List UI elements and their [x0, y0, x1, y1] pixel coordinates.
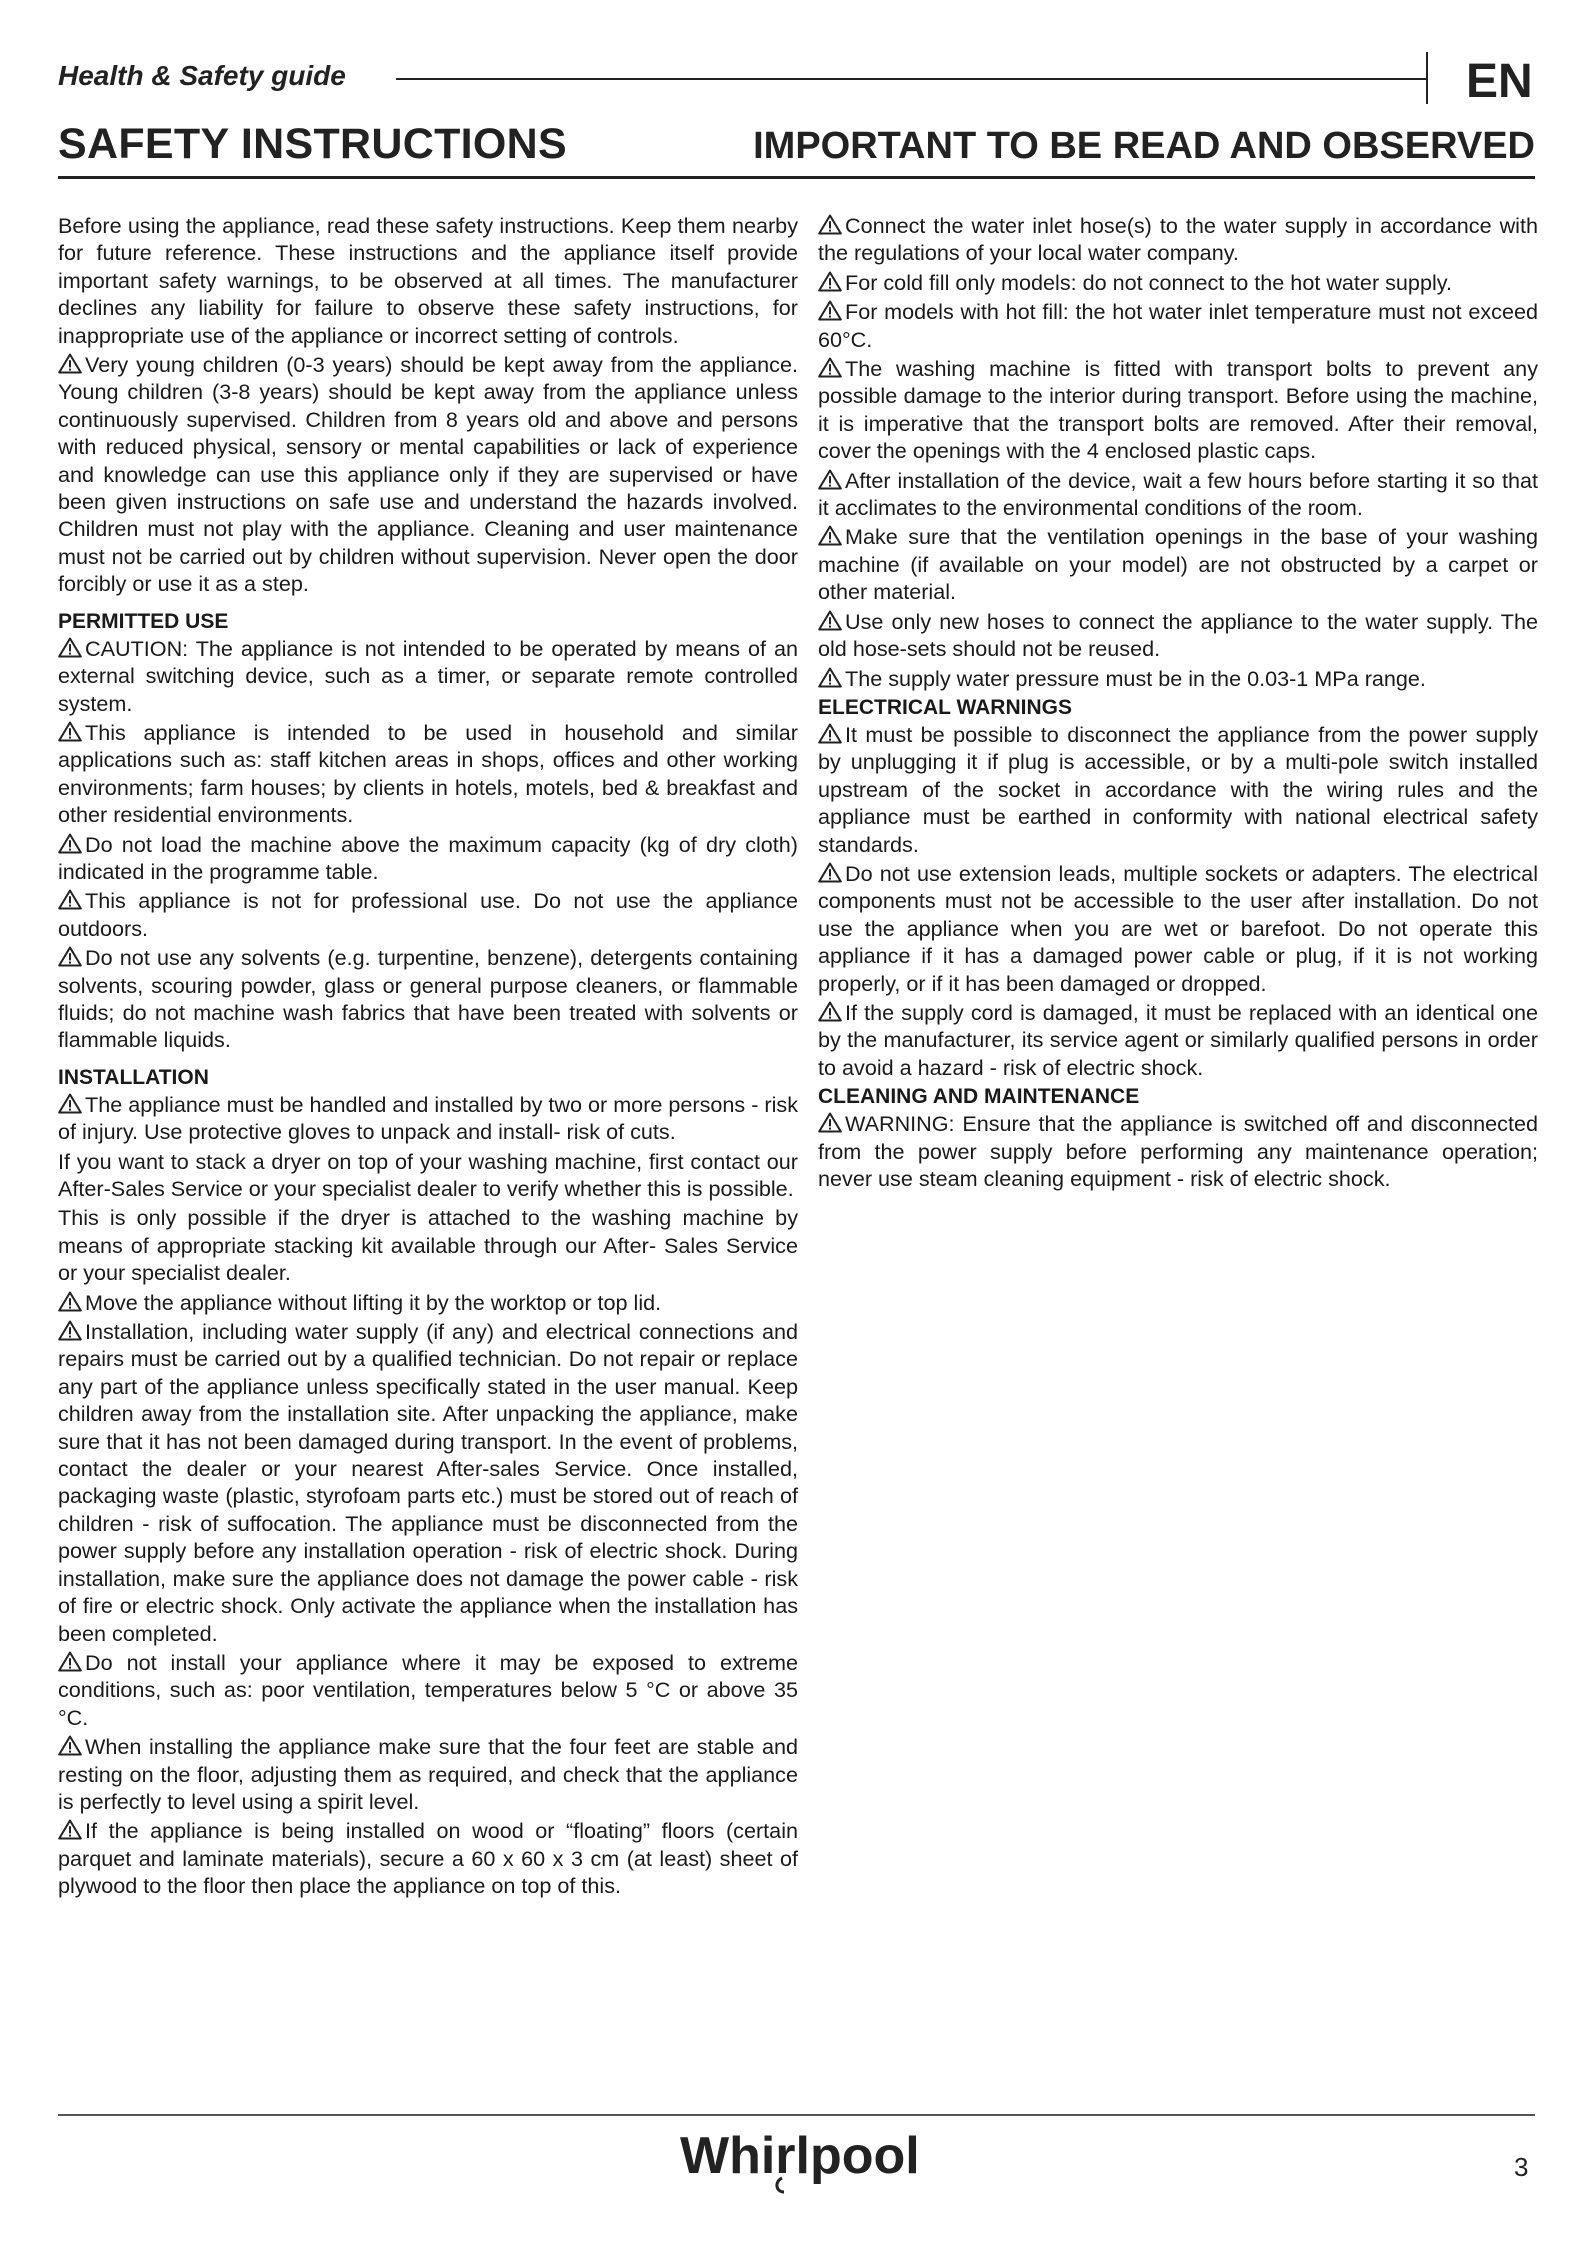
footer-divider: [58, 2114, 1535, 2116]
warning-text: This appliance is not for professional use. Do not use the appliance outdoors.: [58, 888, 798, 941]
warning-triangle-icon: [58, 1093, 82, 1114]
warning-text: This appliance is intended to be used in household and similar applications such as: staff kitchen areas in shops, offices and other working environments; farm houses; by clients in hotels, motels, bed & breakfast and other residential environments.: [58, 719, 798, 828]
language-code: EN: [1466, 55, 1533, 108]
electrical-item: [818, 860, 1538, 997]
page-title: SAFETY INSTRUCTIONS: [58, 120, 567, 168]
installation-item: [818, 269, 1538, 296]
warning-text: Do not install your appliance where it may be exposed to extreme conditions, such as: poor ventilation, temperatures below 5 °C or above 35 °C.: [58, 1649, 798, 1730]
warning-triangle-icon: [818, 610, 842, 631]
warning-triangle-icon: [818, 357, 842, 378]
installation-item: [58, 1733, 798, 1815]
warning-triangle-icon: [58, 1291, 82, 1312]
header-divider: [396, 78, 1426, 80]
children-warning: [58, 351, 798, 598]
installation-item: [818, 467, 1538, 522]
warning-triangle-icon: [58, 946, 82, 967]
warning-triangle-icon: [818, 300, 842, 321]
warning-triangle-icon: [818, 1001, 842, 1022]
warning-text: It must be possible to disconnect the appliance from the power supply by unplugging it if plug is accessible, or by a multi-pole switch installed upstream of the socket in accordance with the wiring rules and the appliance must be earthed in conformity with national electrical safety standards.: [818, 721, 1538, 857]
permitted-item: [58, 831, 798, 886]
warning-triangle-icon: [58, 1819, 82, 1840]
warning-triangle-icon: [818, 667, 842, 688]
warning-text: If the supply cord is damaged, it must be replaced with an identical one by the manufacturer, its service agent or similarly qualified persons in order to avoid a hazard - risk of electric shock.: [818, 999, 1538, 1080]
installation-item: [818, 665, 1538, 692]
guide-title: Health & Safety guide: [58, 60, 346, 91]
permitted-item: [58, 887, 798, 942]
warning-triangle-icon: [58, 353, 82, 374]
warning-text: If the appliance is being installed on wood or “floating” floors (certain parquet and laminate materials), secure a 60 x 60 x 3 cm (at least) sheet of plywood to the floor then place the appliance on top of this.: [58, 1818, 798, 1899]
installation-item: [818, 298, 1538, 353]
warning-text: For cold fill only models: do not connect to the hot water supply.: [845, 269, 1452, 295]
left-column: [58, 212, 798, 1902]
section-heading-electrical-warnings: ELECTRICAL WARNINGS: [818, 695, 1072, 719]
warning-text: Connect the water inlet hose(s) to the water supply in accordance with the regulations of your local water company.: [818, 213, 1538, 266]
brand-wordmark: Whirlpool: [680, 2127, 920, 2185]
electrical-item: [818, 999, 1538, 1081]
installation-note: If you want to stack a dryer on top of your washing machine, first contact our After-Sales Service or your specialist dealer to verify whether this is possible.: [58, 1148, 798, 1201]
permitted-item: [58, 635, 798, 717]
warning-triangle-icon: [58, 889, 82, 910]
warning-text: CAUTION: The appliance is not intended to be operated by means of an external switching device, such as a timer, or separate remote controlled system.: [58, 635, 798, 716]
installation-item: [58, 1817, 798, 1899]
electrical-item: [818, 721, 1538, 858]
warning-text: Do not load the machine above the maximum capacity (kg of dry cloth) indicated in the programme table.: [58, 831, 798, 884]
warning-text: Make sure that the ventilation openings in the base of your washing machine (if available on your model) are not obstructed by a carpet or other material.: [818, 524, 1538, 605]
warning-text: When installing the appliance make sure that the four feet are stable and resting on the floor, adjusting them as required, and check that the appliance is perfectly to level using a spirit level.: [58, 1734, 798, 1814]
cleaning-item: [818, 1110, 1538, 1192]
installation-item: [58, 1318, 798, 1647]
warning-triangle-icon: [818, 469, 842, 490]
installation-item: [818, 212, 1538, 267]
warning-text: After installation of the device, wait a few hours before starting it so that it acclimates to the environmental conditions of the room.: [818, 467, 1538, 521]
warning-triangle-icon: [58, 833, 82, 854]
warning-text: The washing machine is fitted with transport bolts to prevent any possible damage to the interior during transport. Before using the machine, it is imperative that the transport bolts are removed. After their removal, cover the openings with the 4 enclosed plastic caps.: [818, 356, 1538, 464]
warning-triangle-icon: [818, 862, 842, 883]
installation-item: [818, 523, 1538, 605]
warning-triangle-icon: [818, 214, 842, 235]
warning-triangle-icon: [58, 637, 82, 658]
installation-note: This is only possible if the dryer is attached to the washing machine by means of appropriate stacking kit available through our After- Sales Service or your specialist dealer.: [58, 1205, 798, 1286]
section-heading-cleaning-maintenance: CLEANING AND MAINTENANCE: [818, 1085, 1140, 1109]
whirlpool-logo: [676, 2118, 926, 2198]
warning-triangle-icon: [818, 1112, 842, 1133]
installation-item: [58, 1091, 798, 1146]
installation-item: [818, 355, 1538, 465]
installation-item: [58, 1649, 798, 1731]
section-heading-installation: INSTALLATION: [58, 1065, 209, 1089]
warning-triangle-icon: [818, 271, 842, 292]
warning-text: Very young children (0-3 years) should be kept away from the appliance. Young children (3-8 years) should be kept away from the appliance unless continuously supervised. Children from 8 years old and above and persons with reduced physical, sensory or mental capabilities or lack of experience and knowledge can use this appliance only if they are supervised or have been given instructions on safe use and understand the hazards involved. Children must not play with the appliance. Cleaning and user maintenance must not be carried out by children without supervision. Never open the door forcibly or use it as a step.: [58, 352, 798, 597]
warning-text: WARNING: Ensure that the appliance is switched off and disconnected from the power supply before performing any maintenance operation; never use steam cleaning equipment - risk of electric shock.: [818, 1111, 1538, 1191]
permitted-item: [58, 719, 798, 829]
installation-item: [818, 608, 1538, 663]
warning-triangle-icon: [818, 723, 842, 744]
right-column: [818, 212, 1538, 1194]
warning-triangle-icon: [58, 721, 82, 742]
installation-item: [58, 1289, 798, 1316]
warning-text: Use only new hoses to connect the appliance to the water supply. The old hose-sets should not be reused.: [818, 608, 1538, 662]
warning-text: For models with hot fill: the hot water inlet temperature must not exceed 60°C.: [818, 299, 1538, 352]
header-divider-tick: [1426, 52, 1428, 104]
warning-text: Move the appliance without lifting it by the worktop or top lid.: [85, 1289, 662, 1315]
warning-triangle-icon: [58, 1651, 82, 1672]
warning-text: The supply water pressure must be in the 0.03-1 MPa range.: [845, 665, 1426, 691]
warning-text: The appliance must be handled and installed by two or more persons - risk of injury. Use protective gloves to unpack and install- risk of cuts.: [58, 1091, 798, 1145]
title-divider: [58, 176, 1535, 179]
warning-triangle-icon: [58, 1735, 82, 1756]
warning-triangle-icon: [818, 525, 842, 546]
warning-triangle-icon: [58, 1320, 82, 1341]
intro-paragraph: Before using the appliance, read these safety instructions. Keep them nearby for future reference. These instructions and the appliance itself provide important safety warnings, to be observed at all times. The manufacturer declines any liability for failure to observe these safety instructions, for inappropriate use of the appliance or incorrect setting of controls.: [58, 213, 798, 348]
warning-text: Do not use extension leads, multiple sockets or adapters. The electrical components must not be accessible to the user after installation. Do not use the appliance when you are wet or barefoot. Do not operate this appliance if it has a damaged power cable or plug, if it is not working properly, or if it has been damaged or dropped.: [818, 860, 1538, 996]
warning-text: Do not use any solvents (e.g. turpentine, benzene), detergents containing solvents, scouring powder, glass or general purpose cleaners, or flammable fluids; do not machine wash fabrics that have been treated with solvents or flammable liquids.: [58, 945, 798, 1053]
permitted-item: [58, 944, 798, 1054]
warning-text: Installation, including water supply (if any) and electrical connections and repairs must be carried out by a qualified technician. Do not repair or replace any part of the appliance unless specifically stated in the user manual. Keep children away from the installation site. After unpacking the appliance, make sure that it has not been damaged during transport. In the event of problems, contact the dealer or your nearest After-sales Service. Once installed, packaging waste (plastic, styrofoam parts etc.) must be stored out of reach of children - risk of suffocation. The appliance must be disconnected from the power supply before any installation operation - risk of electric shock. During installation, make sure the appliance does not damage the power cable - risk of fire or electric shock. Only activate the appliance when the installation has been completed.: [58, 1319, 798, 1646]
page-subtitle: IMPORTANT TO BE READ AND OBSERVED: [753, 125, 1535, 167]
section-heading-permitted-use: PERMITTED USE: [58, 609, 229, 633]
page-number: 3: [1514, 2152, 1529, 2182]
